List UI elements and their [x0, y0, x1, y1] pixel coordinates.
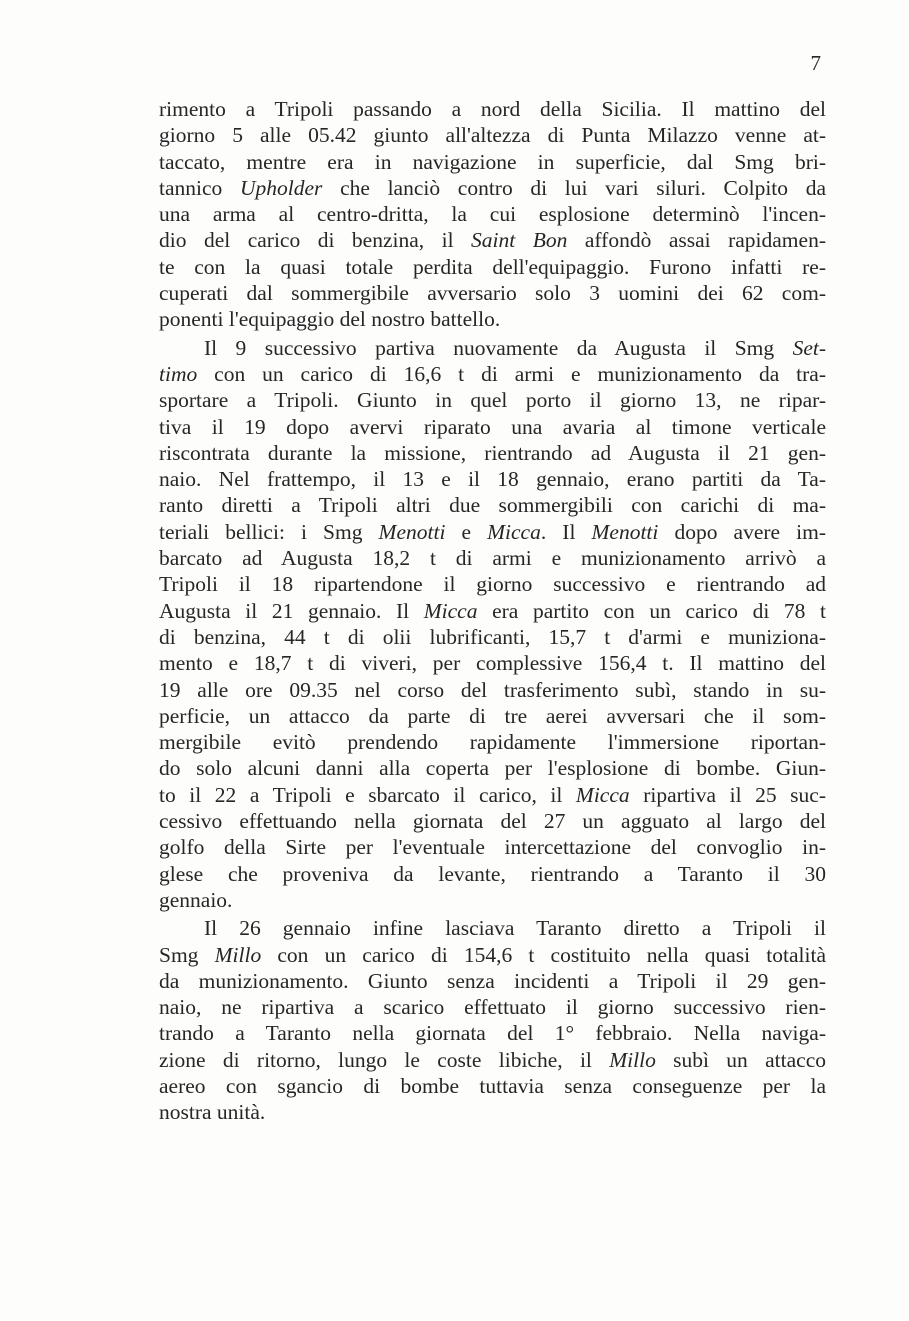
- text-line: golfo della Sirte per l'eventuale intercettazione del convoglio in-: [159, 835, 826, 860]
- italic-name: Micca: [487, 519, 541, 544]
- text-line: taccato, mentre era in navigazione in superficie, dal Smg bri-: [159, 149, 826, 174]
- italic-name: Set-: [792, 335, 826, 360]
- text-line: timo con un carico di 16,6 t di armi e munizionamento da tra-: [159, 361, 826, 386]
- text-line: giorno 5 alle 05.42 giunto all'altezza di Punta Milazzo venne at-: [159, 123, 826, 148]
- text-line: te con la quasi totale perdita dell'equipaggio. Furono infatti re-: [159, 254, 826, 279]
- text-line: trando a Taranto nella giornata del 1° febbraio. Nella naviga-: [159, 1021, 826, 1046]
- text-line: perficie, un attacco da parte di tre aerei avversari che il som-: [159, 703, 826, 728]
- italic-name: Micca: [575, 782, 630, 807]
- paragraph: [159, 915, 826, 1125]
- text-line: glese che proveniva da levante, rientrando a Taranto il 30: [159, 861, 826, 886]
- text-line: rimento a Tripoli passando a nord della Sicilia. Il mattino del: [159, 97, 826, 121]
- text-line: barcato ad Augusta 18,2 t di armi e munizionamento arrivò a: [159, 546, 826, 571]
- page-number: 7: [810, 51, 821, 75]
- text-line: aereo con sgancio di bombe tuttavia senza conseguenze per la: [159, 1073, 826, 1098]
- text-line: to il 22 a Tripoli e sbarcato il carico, il Micca ripartiva il 25 suc-: [159, 782, 827, 807]
- text-line: gennaio.: [159, 887, 233, 912]
- text-line: Tripoli il 18 ripartendone il giorno successivo e rientrando ad: [159, 572, 826, 597]
- text-line: naio. Nel frattempo, il 13 e il 18 gennaio, erano partiti da Ta-: [159, 467, 826, 492]
- text-line: 19 alle ore 09.35 nel corso del trasferimento subì, stando in su-: [159, 677, 826, 702]
- text-line: sportare a Tripoli. Giunto in quel porto il giorno 13, ne ripar-: [159, 388, 826, 413]
- body-text: [159, 96, 826, 1126]
- text-line: do solo alcuni danni alla coperta per l'esplosione di bombe. Giun-: [159, 756, 826, 781]
- text-line: una arma al centro-dritta, la cui esplosione determinò l'incen-: [159, 202, 826, 227]
- text-line: Augusta il 21 gennaio. Il Micca era partito con un carico di 78 t: [159, 598, 826, 623]
- text-line: zione di ritorno, lungo le coste libiche, il Millo subì un attacco: [159, 1047, 826, 1072]
- text-line: cuperati dal sommergibile avversario solo 3 uomini dei 62 com-: [159, 281, 826, 306]
- text-line: naio, ne ripartiva a scarico effettuato il giorno successivo rien-: [159, 995, 826, 1020]
- text-line: ponenti l'equipaggio del nostro battello.: [159, 307, 501, 332]
- text-line: teriali bellici: i Smg Menotti e Micca. Il Menotti dopo avere im-: [159, 519, 826, 544]
- text-line: ranto diretti a Tripoli altri due sommergibili con carichi di ma-: [159, 493, 826, 518]
- text-line: dio del carico di benzina, il Saint Bon affondò assai rapidamen-: [159, 228, 826, 253]
- text-line: mento e 18,7 t di viveri, per complessive 156,4 t. Il mattino del: [159, 651, 826, 676]
- italic-name: Menotti: [591, 519, 659, 544]
- text-line: Il 26 gennaio infine lasciava Taranto diretto a Tripoli il: [204, 916, 826, 941]
- text-line: riscontrata durante la missione, rientrando ad Augusta il 21 gen-: [159, 440, 826, 465]
- text-line: mergibile evitò prendendo rapidamente l'immersione riportan-: [159, 730, 826, 755]
- text-line: Smg Millo con un carico di 154,6 t costituito nella quasi totalità: [159, 942, 826, 967]
- italic-name: Saint Bon: [471, 228, 568, 253]
- text-line: cessivo effettuando nella giornata del 27 un agguato al largo del: [159, 809, 826, 834]
- italic-name: Upholder: [239, 175, 323, 200]
- italic-name: Millo: [609, 1047, 656, 1072]
- paragraph: [159, 96, 826, 333]
- italic-name: Micca: [423, 598, 478, 623]
- text-line: Il 9 successivo partiva nuovamente da Augusta il Smg Set-: [204, 335, 826, 360]
- text-line: da munizionamento. Giunto senza incidenti a Tripoli il 29 gen-: [159, 968, 826, 993]
- italic-name: Menotti: [378, 519, 446, 544]
- text-line: nostra unità.: [159, 1100, 266, 1125]
- text-line: di benzina, 44 t di olii lubrificanti, 15,7 t d'armi e muniziona-: [159, 624, 826, 649]
- italic-name: timo: [159, 361, 198, 386]
- italic-name: Millo: [214, 942, 262, 967]
- text-line: tiva il 19 dopo avervi riparato una avaria al timone verticale: [159, 414, 826, 439]
- paragraph: [159, 335, 826, 914]
- text-line: tannico Upholder che lanciò contro di lui vari siluri. Colpito da: [159, 175, 826, 200]
